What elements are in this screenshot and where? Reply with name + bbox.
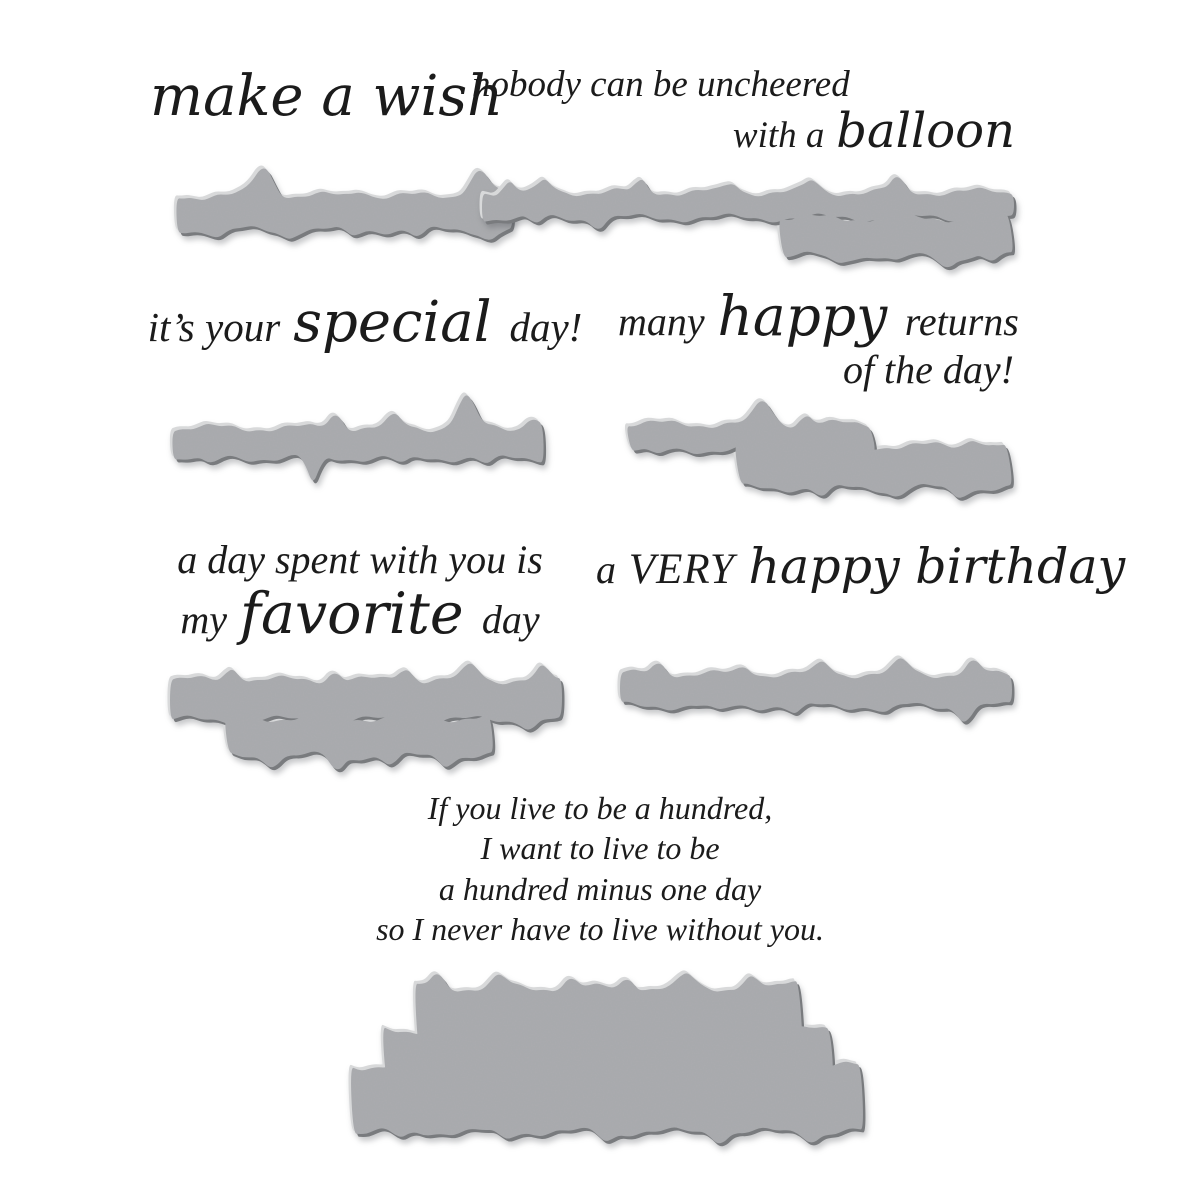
sentiment-make-a-wish [150,64,504,129]
sentiment-line [155,580,565,647]
special-day-die-shape [168,392,548,496]
sentiment-text: a [596,547,616,592]
sentiment-line: of the day! [842,346,1014,392]
hundred-quote-die-shape [342,964,872,1156]
sentiment-text: my [180,596,228,642]
sentiment-text: day [481,596,540,642]
sentiment-text-caps: VERY [628,546,735,593]
sentiment-very-happy-birthday [596,538,1126,595]
sentiment-text-script: happy birthday [748,538,1126,595]
sentiment-line: If you live to be a hundred, [427,790,773,826]
sentiment-text: with a [732,115,825,157]
favorite-day-die-shape [166,652,566,784]
sentiment-text-script: balloon [836,103,1015,160]
sentiment-special-day [145,292,585,355]
sentiment-hundred-quote [300,788,900,949]
make-a-wish-die-shape [172,166,517,258]
sentiment-text: day! [509,304,583,350]
sentiment-text-script: special [293,290,492,355]
sentiment-line [145,292,585,355]
sentiment-line [472,105,1015,159]
sentiment-uncheered-balloon [472,64,1015,159]
sentiment-line: so I never have to live without you. [376,910,824,947]
very-happy-birthday-die-shape [616,644,1016,740]
sentiment-line [596,538,1126,595]
sentiment-line: I want to live to be [480,830,720,867]
sentiment-line [618,284,1019,348]
sentiment-text: returns [904,299,1019,344]
sentiment-line: nobody can be uncheered [472,64,850,105]
sentiment-line: a hundred minus one day [438,870,762,907]
sentiment-text: many [618,299,705,344]
uncheered-balloon-die-shape [478,160,1018,272]
sentiment-text: it’s your [147,304,281,350]
happy-returns-die-shape [622,390,1017,518]
sentiment-line: a day spent with you is [177,537,543,582]
sentiment-happy-returns [618,284,1019,392]
sentiment-text-script: favorite [239,580,464,647]
sentiment-text-script: happy [717,284,888,348]
sentiment-favorite-day [155,538,565,647]
sentiment-text: make a wish [150,64,504,129]
